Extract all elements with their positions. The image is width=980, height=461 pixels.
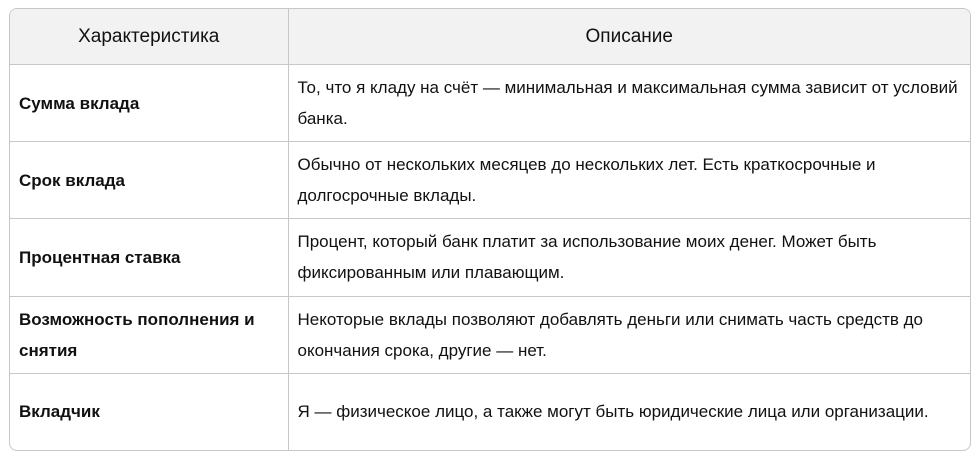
row-name-cell: Сумма вклада <box>19 93 140 113</box>
row-name-cell: Вкладчик <box>10 373 288 450</box>
row-name-cell: Процентная ставка <box>10 219 288 296</box>
column-header-characteristic: Характеристика <box>10 9 288 65</box>
row-description-cell: Я — физическое лицо, а также могут быть юридические лица или организации. <box>288 373 970 450</box>
row-description-cell: То, что я кладу на счёт — минимальная и максимальная сумма зависит от условий банка. <box>288 65 970 142</box>
deposit-characteristics-table-container <box>9 8 971 451</box>
row-description-cell: Обычно от нескольких месяцев до нескольких лет. Есть краткосрочные и долгосрочные вклады. <box>288 142 970 219</box>
column-header-description: Описание <box>288 9 970 65</box>
deposit-characteristics-table <box>10 9 970 450</box>
row-description-cell: Процент, который банк платит за использование моих денег. Может быть фиксированным или плавающим. <box>288 219 970 296</box>
table-row <box>10 219 970 296</box>
table-row <box>10 373 970 450</box>
table-row <box>10 142 970 219</box>
table-row <box>10 296 970 373</box>
table-row <box>10 65 970 142</box>
table-header-row <box>10 9 970 65</box>
row-name-cell: Срок вклада <box>10 142 288 219</box>
row-description-cell: Некоторые вклады позволяют добавлять деньги или снимать часть средств до окончания срока, другие — нет. <box>288 296 970 373</box>
row-name-cell: Возможность пополнения и снятия <box>10 296 288 373</box>
